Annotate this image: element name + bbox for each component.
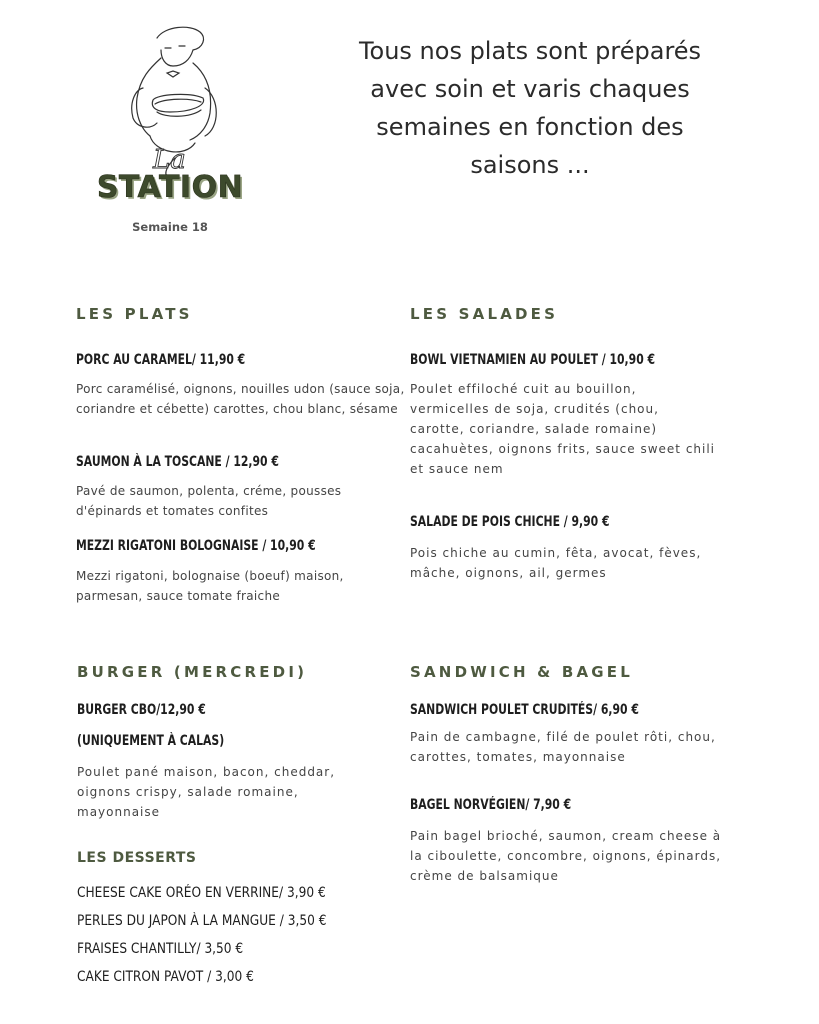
desc-line: carottes, tomates, mayonnaise (410, 750, 626, 764)
desc-line: cacahuètes, oignons frits, sauce sweet chili (410, 442, 716, 456)
dish-description (410, 379, 750, 479)
desc-line: la ciboulette, concombre, oignons, épinards, (410, 849, 722, 863)
desc-line: Pain bagel brioché, saumon, cream cheese à (410, 829, 722, 843)
desc-line: oignons crispy, salade romaine, (77, 785, 299, 799)
dessert-item: FRAISES CHANTILLY/ 3,50 € (77, 941, 244, 957)
dish-name: BOWL VIETNAMIEN AU POULET / 10,90 € (410, 352, 656, 368)
dish-name: SAUMON À LA TOSCANE / 12,90 € (76, 454, 279, 470)
dish-description (76, 481, 396, 521)
desc-line: Mezzi rigatoni, bolognaise (boeuf) maison, (76, 569, 344, 583)
dish-description (410, 543, 750, 583)
desc-line: Poulet pané maison, bacon, cheddar, (77, 765, 336, 779)
desc-line: vermicelles de soja, crudités (chou, (410, 402, 659, 416)
dessert-item: CHEESE CAKE ORÉO EN VERRINE/ 3,90 € (77, 885, 326, 901)
dish-description (76, 566, 396, 606)
desc-line: mayonnaise (77, 805, 161, 819)
section-title-plats: LES PLATS (76, 305, 193, 323)
week-label: Semaine 18 (132, 220, 208, 234)
desc-line: Porc caramélisé, oignons, nouilles udon (sauce soja, (76, 382, 405, 396)
dish-description (77, 762, 397, 822)
desc-line: Poulet effiloché cuit au bouillon, (410, 382, 637, 396)
desc-line: Pois chiche au cumin, fêta, avocat, fèves, (410, 546, 702, 560)
tagline-line: avec soin et varis chaques (370, 75, 690, 103)
dish-description (410, 727, 750, 767)
dish-description (76, 379, 416, 419)
logo-wordmark: STATION (96, 170, 244, 205)
dish-description (410, 826, 750, 886)
desc-line: coriandre et cébette) carottes, chou blanc, sésame (76, 402, 398, 416)
desc-line: carotte, coriandre, salade romaine) (410, 422, 658, 436)
dish-name: PORC AU CARAMEL/ 11,90 € (76, 352, 246, 368)
tagline-line: saisons ... (470, 151, 590, 179)
tagline-line: Tous nos plats sont préparés (358, 37, 702, 65)
dish-name: SANDWICH POULET CRUDITÉS/ 6,90 € (410, 702, 639, 718)
dish-name: BAGEL NORVÉGIEN/ 7,90 € (410, 797, 572, 813)
section-title-desserts: LES DESSERTS (77, 850, 197, 866)
dish-name: BURGER CBO/12,90 € (77, 702, 206, 718)
tagline-line: semaines en fonction des (376, 113, 684, 141)
section-title-sandwich: SANDWICH & BAGEL (410, 663, 633, 681)
desc-line: parmesan, sauce tomate fraiche (76, 589, 281, 603)
dish-name: SALADE DE POIS CHICHE / 9,90 € (410, 514, 610, 530)
section-title-salades: LES SALADES (410, 305, 559, 323)
logo-script-text: La (153, 145, 186, 175)
desc-line: et sauce nem (410, 462, 504, 476)
desc-line: Pain de cambagne, filé de poulet rôti, chou, (410, 730, 716, 744)
desc-line: Pavé de saumon, polenta, créme, pousses (76, 484, 342, 498)
dish-name-note: (UNIQUEMENT À CALAS) (77, 733, 225, 749)
tagline (330, 32, 730, 184)
desc-line: mâche, oignons, ail, germes (410, 566, 607, 580)
desc-line: d'épinards et tomates confites (76, 504, 269, 518)
dish-name: MEZZI RIGATONI BOLOGNAISE / 10,90 € (76, 538, 316, 554)
section-title-burger: BURGER (MERCREDI) (77, 663, 308, 681)
dessert-item: CAKE CITRON PAVOT / 3,00 € (77, 969, 254, 985)
desc-line: crème de balsamique (410, 869, 559, 883)
dessert-item: PERLES DU JAPON À LA MANGUE / 3,50 € (77, 913, 327, 929)
